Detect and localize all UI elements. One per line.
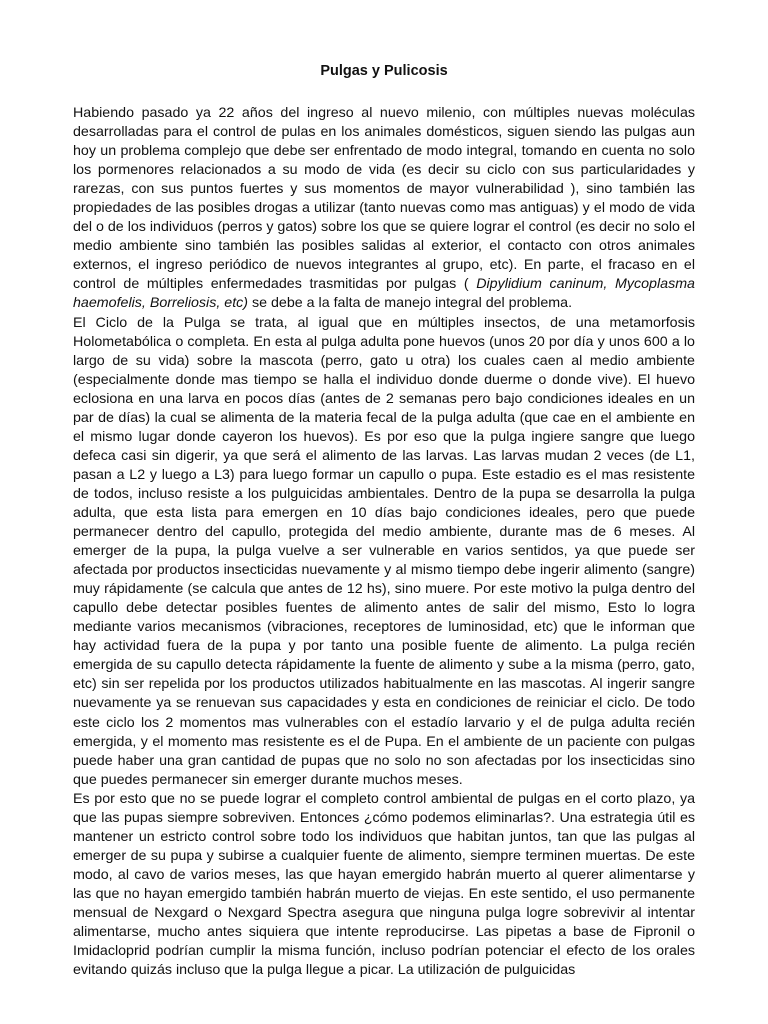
document-title: Pulgas y Pulicosis [320,63,448,79]
paragraph-intro-italic: Dipylidium caninum, Mycoplasma haemofelis, Borreliosis, etc) [73,276,695,312]
document-page [73,62,695,980]
paragraph-intro [73,104,695,314]
paragraph-control-strategy: Es por esto que no se puede lograr el completo control ambiental de pulgas en el corto plazo, ya que las pupas siempre sobreviven. Entonces ¿cómo podemos eliminarlas?. Una estrategia útil es mantener un estricto control sobre todo los individuos que habitan juntos, tan que las pulgas al emerger de su pupa y subirse a cualquier fuente de alimento, siempre terminen muertas. De este modo, al cavo de varios meses, las que hayan emergido habrán muerto al querer alimentarse y las que no hayan emergido también habrán muerto de viejas. En este sentido, el uso permanente mensual de Nexgard o Nexgard Spectra asegura que ninguna pulga logre sobrevivir al intentar alimentarse, mucho antes siquiera que intente reproducirse. Las pipetas a base de Fipronil o Imidacloprid podrían cumplir la misma función, incluso podrían potenciar el efecto de los orales evitando quizás incluso que la pulga llegue a picar. La utilización de pulguicidas [73,790,695,979]
paragraph-flea-cycle: El Ciclo de la Pulga se trata, al igual que en múltiples insectos, de una metamorfosis Holometabólica o completa. En esta al pulga adulta pone huevos (unos 20 por día y unos 600 a lo largo de su vida) sobre la mascota (perro, gato u otra) los cuales caen al medio ambiente (especialmente donde mas tiempo se halla el individuo donde duerme o donde vive). El huevo eclosiona en una larva en pocos días (antes de 2 semanas pero bajo condiciones ideales en un par de días) la cual se alimenta de la materia fecal de la pulga adulta (que cae en el ambiente en el mismo lugar donde cayeron los huevos). Es por eso que la pulga ingiere sangre que luego defeca casi sin digerir, ya que será el alimento de las larvas. Las larvas mudan 2 veces (de L1, pasan a L2 y luego a L3) para luego formar un capullo o pupa. Este estadio es el mas resistente de todos, incluso resiste a los pulguicidas ambientales. Dentro de la pupa se desarrolla la pulga adulta, que esta lista para emergen en 10 días bajo condiciones ideales, pero que puede permanecer dentro del capullo, protegida del medio ambiente, durante mas de 6 meses. Al emerger de la pupa, la pulga vuelve a ser vulnerable en varios sentidos, ya que puede ser afectada por productos insecticidas nuevamente y al mismo tiempo debe ingerir alimento (sangre) muy rápidamente (se calcula que antes de 12 hs), sino muere. Por este motivo la pulga dentro del capullo debe detectar posibles fuentes de alimento antes de salir del mismo, Esto lo logra mediante varios mecanismos (vibraciones, receptores de luminosidad, etc) que le informan que hay actividad fuera de la pupa y por tanto una posible fuente de alimento. La pulga recién emergida de su capullo detecta rápidamente la fuente de alimento y sube a la misma (perro, gato, etc) sin ser repelida por los productos utilizados habitualmente en las mascotas. Al ingerir sangre nuevamente ya se renuevan sus capacidades y esta en condiciones de reiniciar el ciclo. De todo este ciclo los 2 momentos mas vulnerables con el estadío larvario y el de pulga adulta recién emergida, y el momento mas resistente es el de Pupa. En el ambiente de un paciente con pulgas puede haber una gran cantidad de pupas que no solo no son afectadas por los insecticidas sino que puedes permanecer sin emerger durante muchos meses. [73,314,695,788]
paragraph-intro-end: se debe a la falta de manejo integral del problema. [248,295,573,312]
paragraph-intro-text: Habiendo pasado ya 22 años del ingreso al nuevo milenio, con múltiples nuevas moléculas desarrolladas para el control de pulas en los animales domésticos, siguen siendo las pulgas aun hoy un problema complejo que debe ser enfrentado de modo integral, tomando en cuenta no solo los pormenores relacionados a su modo de vida (es decir su ciclo con sus particularidades y rarezas, con sus puntos fuertes y sus momentos de mayor vulnerabilidad ), sino también las propiedades de las posibles drogas a utilizar (tanto nuevas como mas antiguas) y el modo de vida del o de los individuos (perros y gatos) sobre los que se quiere lograr el control (es decir no solo el medio ambiente sino también las posibles salidas al exterior, el contacto con otros animales externos, el ingreso periódico de nuevos integrantes al grupo, etc). En parte, el fracaso en el control de múltiples enfermedades trasmitidas por pulgas ( [73,105,695,293]
